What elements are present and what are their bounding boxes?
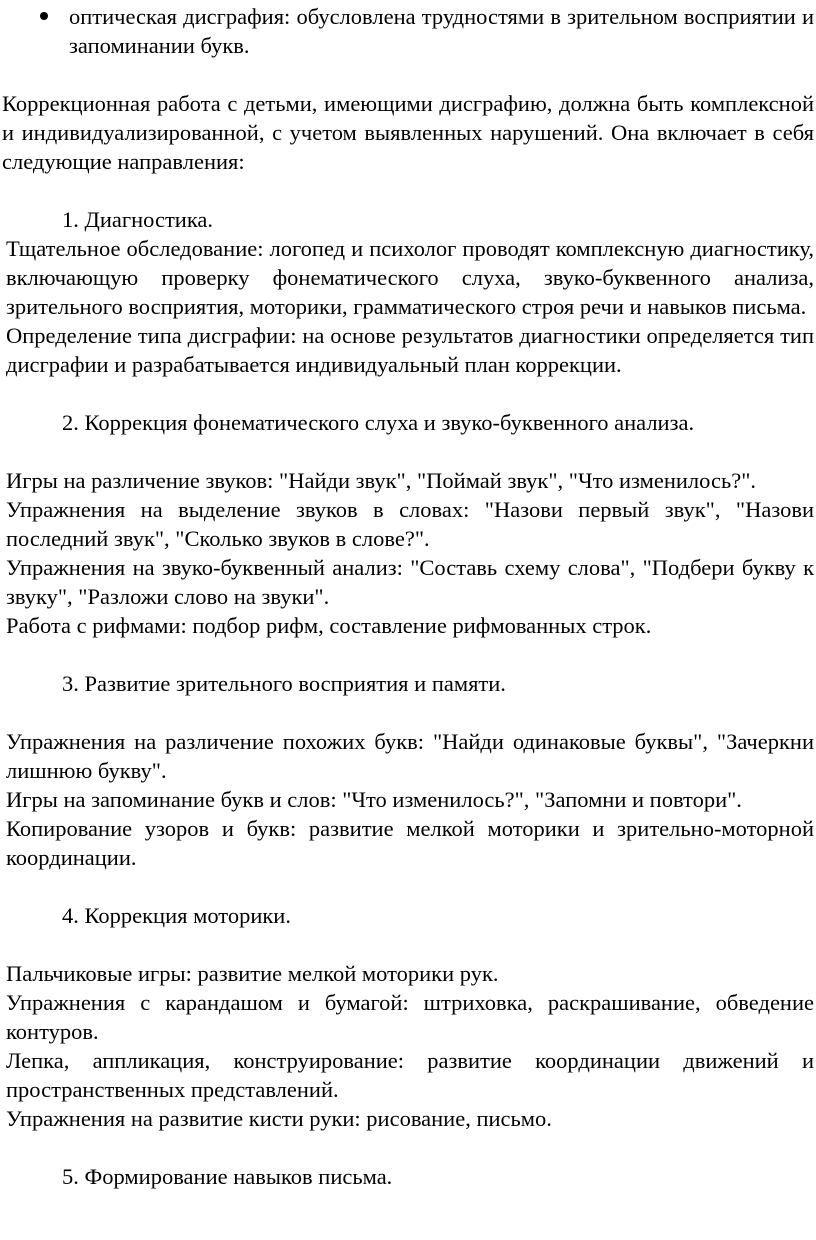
section-item: Упражнения на звуко-буквенный анализ: "Составь схему слова", "Подбери букву к звуку", "Разложи слово на звуки". [6, 555, 814, 609]
bullet-text: оптическая дисграфия: обусловлена трудностями в зрительном восприятии и запоминании букв. [69, 4, 814, 58]
document-page [2, 0, 814, 1191]
section-item: Игры на различение звуков: "Найди звук", "Поймай звук", "Что изменилось?". [6, 468, 757, 493]
section-item: Лепка, аппликация, конструирование: развитие координации движений и пространственных представлений. [6, 1048, 814, 1102]
section-heading-phonemic-hearing: 2. Коррекция фонематического слуха и звуко-буквенного анализа. [62, 410, 695, 435]
section-heading-visual-perception: 3. Развитие зрительного восприятия и памяти. [62, 671, 506, 696]
section-heading-writing-skills: 5. Формирование навыков письма. [62, 1164, 393, 1189]
section-item: Упражнения на развитие кисти руки: рисование, письмо. [6, 1106, 552, 1131]
intro-paragraph: Коррекционная работа с детьми, имеющими дисграфию, должна быть комплексной и индивидуализированной, с учетом выявленных нарушений. Она включает в себя следующие направления: [2, 91, 814, 174]
section-heading-motor-skills: 4. Коррекция моторики. [62, 903, 291, 928]
section-item: Упражнения с карандашом и бумагой: штриховка, раскрашивание, обведение контуров. [6, 990, 814, 1044]
section-item: Пальчиковые игры: развитие мелкой моторики рук. [6, 961, 499, 986]
section-item: Упражнения на выделение звуков в словах: "Назови первый звук", "Назови последний звук", "Сколько звуков в слове?". [6, 497, 814, 551]
section-item: Работа с рифмами: подбор рифм, составление рифмованных строк. [6, 613, 652, 638]
section-heading-diagnostics: 1. Диагностика. [62, 207, 214, 232]
bullet-icon [40, 12, 48, 20]
section-item: Копирование узоров и букв: развитие мелкой моторики и зрительно-моторной координации. [6, 816, 814, 870]
section-item: Определение типа дисграфии: на основе результатов диагностики определяется тип дисграфии и разрабатывается индивидуальный план коррекции. [6, 323, 814, 377]
section-item: Упражнения на различение похожих букв: "Найди одинаковые буквы", "Зачеркни лишнюю букву". [6, 729, 814, 783]
section-item: Тщательное обследование: логопед и психолог проводят комплексную диагностику, включающую проверку фонематического слуха, звуко-буквенного анализа, зрительного восприятия, моторики, грамматического строя речи и навыков письма. [6, 236, 814, 319]
bullet-item [2, 2, 814, 60]
section-item: Игры на запоминание букв и слов: "Что изменилось?", "Запомни и повтори". [6, 787, 742, 812]
